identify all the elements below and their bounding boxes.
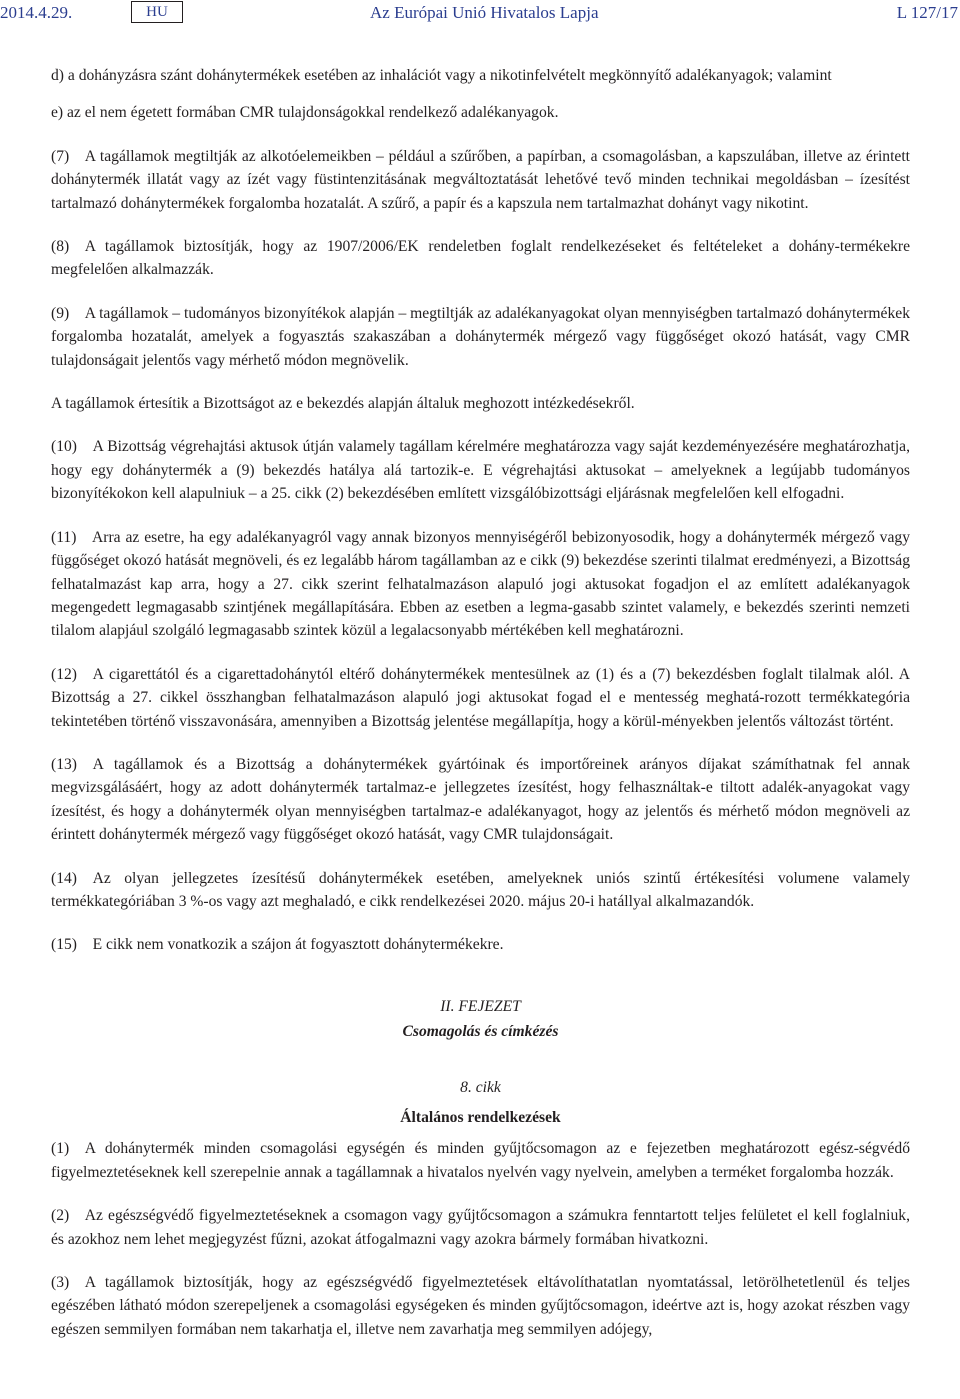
chapter-number: II. FEJEZET [440,997,521,1015]
paragraph-11: (11) Arra az esetre, ha egy adalékanyagról vagy annak bizonyos mennyiségéről bebizonyosodik, hogy a dohánytermék mérgező vagy függőséget okozó hatását megnöveli, és ez legalább három tagállamban az e cikk (9) bekezdése szerinti tilalmat eredményezi, a Bizottság felhatalmazást kap arra, hogy a 27. cikk szerint felhatalmazáson alapuló jogi aktusokat fogadjon el az említett adalékanyagok megengedett legmagasabb szintjének megállapítására. Ebben az esetben a legma-gasabb szintet valamely, e bekezdés szerinti nemzeti tilalom alapjául szolgáló legmagasabb szintek közül a legalacsonyabb mértékében kell meghatározni. [51,528,910,640]
chapter-title: Csomagolás és címkézés [402,1023,559,1041]
item-e: e) az el nem égetett formában CMR tulajdonságokkal rendelkező adalékanyagok. [51,104,559,122]
article-number: 8. cikk [460,1078,501,1096]
document-body [51,64,910,1341]
paragraph-13: (13) A tagállamok és a Bizottság a dohánytermékek gyártóinak és importőreinek arányos díjakat számíthatnak fel annak megvizsgálásáért, hogy az adott dohánytermék tartalmaz-e jellegzetes ízesítést, hogy felhasználtak-e tiltott adalék-anyagokat vagy ízesítést, és hogy a dohánytermék olyan mennyiségben tartalmaz-e adalékanyagot, hogy az jelentős és mérhető módon megnöveli az érintett dohánytermék mérgező vagy függőséget okozó hatását, vagy CMR tulajdonságait. [51,755,910,844]
publication-date: 2014.4.29. [0,3,73,22]
article-8-paragraph-3: (3) A tagállamok biztosítják, hogy az egészségvédő figyelmeztetések eltávolíthatatlan nyomtatással, letörölhetetlenül és teljes egészében látható módon szerepeljenek a csomagolási egységeken és minden gyűjtőcsomagon, ideértve azt is, hogy azokat részben vagy egészen semmilyen formában nem takarhatja el, illetve nem zavarhatja meg semmilyen adójegy, [51,1274,910,1338]
language-code-box: HU [131,1,183,23]
paragraph-12: (12) A cigarettától és a cigarettadohánytól eltérő dohánytermékek mentesülnek az (1) és a (7) bekezdésben foglalt tilalmak alól. A Bizottság a 27. cikkel összhangban felhatalmazáson alapuló jogi aktusokat fogad el e mentesség meghatá-rozott termékkategória tekintetében történő visszavonására, amennyiben a Bizottság jelentése megállapítja, hogy a körül-ményekben jelentős változást történt. [51,665,910,730]
article-title: Általános rendelkezések [400,1109,561,1126]
paragraph-9-notification: A tagállamok értesítik a Bizottságot az e bekezdés alapján általuk meghozott intézkedésekről. [51,395,635,413]
page-header [0,0,960,26]
article-8-paragraph-1: (1) A dohánytermék minden csomagolási egységén és minden gyűjtőcsomagon az e fejezetben meghatározott egész-ségvédő figyelmeztetéseknek kell szerepelnie annak a tagállamnak a hivatalos nyelvén vagy nyelvein, amelyben a terméket forgalomba hozzák. [51,1140,910,1181]
article-8-paragraph-2: (2) Az egészségvédő figyelmeztetéseknek a csomagon vagy gyűjtőcsomagon a számukra fenntartott teljes felületet el kell foglalniuk, és azokhoz nem lehet megjegyzést fűzni, azokat átfogalmazni vagy azokra bármely formában hivatkozni. [51,1207,910,1248]
item-d: d) a dohányzásra szánt dohánytermékek esetében az inhalációt vagy a nikotinfelvételt megkönnyítő adalékanyagok; valamint [51,67,832,84]
journal-title: Az Európai Unió Hivatalos Lapja [370,3,599,22]
paragraph-10: (10) A Bizottság végrehajtási aktusok útján valamely tagállam kérelmére meghatározza vagy saját kezdeményezésére meghatározhatja, hogy egy dohánytermék a (9) bekezdés hatálya alá tartozik-e. E végrehajtási aktusokat – amelyeknek a legújabb tudományos bizonyítékokon kell alapulniuk – a 25. cikk (2) bekezdésében említett vizsgálóbizottsági eljárásnak megfelelően kell elfogadni. [51,438,910,503]
page-number: L 127/17 [896,3,958,22]
paragraph-14: (14) Az olyan jellegzetes ízesítésű dohánytermékek esetében, amelyeknek uniós szintű értékesítési volumene valamely termékkategóriában 3 %-os vagy azt meghaladó, e cikk rendelkezései 2020. május 20-i hatállyal alkalmazandók. [51,869,910,910]
paragraph-9: (9) A tagállamok – tudományos bizonyítékok alapján – megtiltják az adalékanyagokat olyan mennyiségben tartalmazó dohánytermékek forgalomba hozatalát, amelyek a fogyasztás szakaszában a dohánytermék mérgező vagy függőséget okozó hatását, vagy CMR tulajdonságait jelentős vagy mérhető módon megnövelik. [51,304,910,369]
paragraph-15: (15) E cikk nem vonatkozik a szájon át fogyasztott dohánytermékekre. [51,936,504,954]
paragraph-8: (8) A tagállamok biztosítják, hogy az 1907/2006/EK rendeletben foglalt rendelkezéseket és feltételeket a dohány-termékekre megfelelően alkalmazzák. [51,238,910,279]
paragraph-7: (7) A tagállamok megtiltják az alkotóelemeikben – például a szűrőben, a papírban, a csomagolásban, a kapszulában, illetve az érintett dohánytermék illatát vagy az ízét vagy füstintenzitásának megváltoztatását lehetővé tevő minden technikai megoldásban – ízesítést tartalmazó dohánytermékek forgalomba hozatalát. A szűrő, a papír és a kapszula nem tartalmazhat dohányt vagy nikotint. [51,147,910,212]
